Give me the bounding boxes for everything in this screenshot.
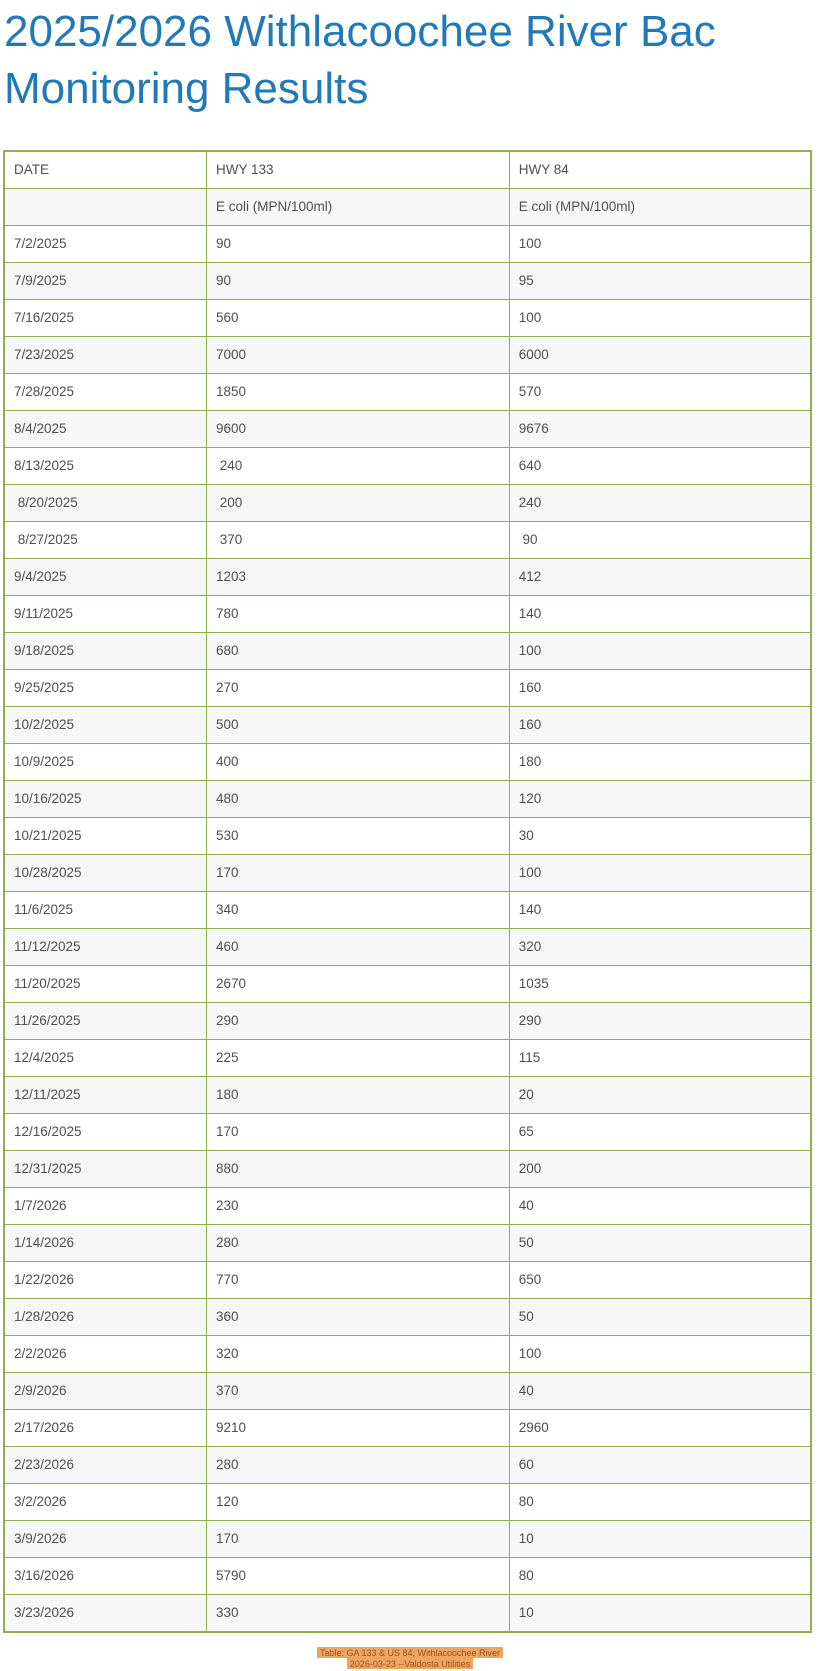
results-table-body (4, 226, 811, 1633)
table-cell: 65 (509, 1114, 811, 1151)
table-cell: 9210 (207, 1410, 510, 1447)
table-row (4, 1521, 811, 1558)
table-cell: 10/16/2025 (4, 781, 207, 818)
table-row (4, 1299, 811, 1336)
table-row (4, 929, 811, 966)
table-row (4, 1077, 811, 1114)
table-cell: 1/28/2026 (4, 1299, 207, 1336)
table-cell: 2/9/2026 (4, 1373, 207, 1410)
caption-line-1: Table: GA 133 & US 84, Withlacoochee River (317, 1647, 503, 1658)
table-cell: 170 (207, 1114, 510, 1151)
table-cell: 280 (207, 1447, 510, 1484)
table-row (4, 485, 811, 522)
table-row (4, 1114, 811, 1151)
table-cell: 370 (207, 522, 510, 559)
table-cell: 170 (207, 855, 510, 892)
table-cell: 11/12/2025 (4, 929, 207, 966)
table-row (4, 374, 811, 411)
caption-line-1-wrap (0, 1647, 820, 1658)
table-cell: 650 (509, 1262, 811, 1299)
table-cell: 225 (207, 1040, 510, 1077)
column-header-hwy84: HWY 84 (509, 151, 811, 189)
table-cell: 7/2/2025 (4, 226, 207, 263)
table-cell: 140 (509, 596, 811, 633)
table-cell: 90 (509, 522, 811, 559)
table-cell: 10 (509, 1595, 811, 1633)
table-cell: 3/16/2026 (4, 1558, 207, 1595)
table-cell: 100 (509, 1336, 811, 1373)
results-table (3, 150, 812, 1633)
table-cell: 2670 (207, 966, 510, 1003)
table-cell: 12/31/2025 (4, 1151, 207, 1188)
table-row (4, 596, 811, 633)
table-cell: 80 (509, 1484, 811, 1521)
table-row (4, 226, 811, 263)
table-cell: 570 (509, 374, 811, 411)
table-cell: 230 (207, 1188, 510, 1225)
table-cell: 12/4/2025 (4, 1040, 207, 1077)
table-cell: 240 (509, 485, 811, 522)
table-cell: 200 (207, 485, 510, 522)
table-row (4, 263, 811, 300)
table-row (4, 966, 811, 1003)
table-cell: 11/20/2025 (4, 966, 207, 1003)
table-caption (0, 1647, 820, 1669)
table-cell: 50 (509, 1299, 811, 1336)
table-cell: 2/23/2026 (4, 1447, 207, 1484)
table-cell: 400 (207, 744, 510, 781)
subheader-ecoli-hwy133: E coli (MPN/100ml) (207, 189, 510, 226)
table-cell: 2/17/2026 (4, 1410, 207, 1447)
table-cell: 30 (509, 818, 811, 855)
table-row (4, 1373, 811, 1410)
table-cell: 2/2/2026 (4, 1336, 207, 1373)
table-cell: 60 (509, 1447, 811, 1484)
table-cell: 170 (207, 1521, 510, 1558)
results-table-header (4, 151, 811, 226)
column-header-hwy133: HWY 133 (207, 151, 510, 189)
table-cell: 1850 (207, 374, 510, 411)
table-row (4, 448, 811, 485)
table-cell: 3/9/2026 (4, 1521, 207, 1558)
table-cell: 115 (509, 1040, 811, 1077)
table-cell: 330 (207, 1595, 510, 1633)
table-cell: 180 (207, 1077, 510, 1114)
table-cell: 100 (509, 855, 811, 892)
table-cell: 370 (207, 1373, 510, 1410)
table-row (4, 411, 811, 448)
subheader-ecoli-hwy84: E coli (MPN/100ml) (509, 189, 811, 226)
table-cell: 9600 (207, 411, 510, 448)
table-cell: 160 (509, 670, 811, 707)
subheader-row (4, 189, 811, 226)
table-cell: 290 (509, 1003, 811, 1040)
subheader-empty (4, 189, 207, 226)
table-cell: 340 (207, 892, 510, 929)
table-cell: 320 (207, 1336, 510, 1373)
table-cell: 100 (509, 300, 811, 337)
table-row (4, 522, 811, 559)
table-row (4, 744, 811, 781)
table-cell: 7/23/2025 (4, 337, 207, 374)
table-row (4, 337, 811, 374)
table-cell: 11/6/2025 (4, 892, 207, 929)
table-cell: 240 (207, 448, 510, 485)
table-cell: 9/25/2025 (4, 670, 207, 707)
table-row (4, 855, 811, 892)
table-row (4, 1188, 811, 1225)
table-cell: 1/22/2026 (4, 1262, 207, 1299)
table-cell: 7/9/2025 (4, 263, 207, 300)
table-cell: 100 (509, 633, 811, 670)
table-cell: 10/21/2025 (4, 818, 207, 855)
caption-line-2: 2026-03-23 --Valdosta Utilities (347, 1658, 473, 1669)
table-cell: 360 (207, 1299, 510, 1336)
table-cell: 200 (509, 1151, 811, 1188)
table-row (4, 818, 811, 855)
table-row (4, 707, 811, 744)
page-title-line-2: Monitoring Results (4, 64, 369, 113)
table-cell: 3/2/2026 (4, 1484, 207, 1521)
table-cell: 10/9/2025 (4, 744, 207, 781)
table-cell: 10 (509, 1521, 811, 1558)
table-cell: 9676 (509, 411, 811, 448)
table-cell: 120 (509, 781, 811, 818)
table-cell: 290 (207, 1003, 510, 1040)
caption-line-2-wrap (0, 1658, 820, 1669)
table-row (4, 1262, 811, 1299)
table-cell: 680 (207, 633, 510, 670)
table-cell: 270 (207, 670, 510, 707)
table-row (4, 781, 811, 818)
table-row (4, 1447, 811, 1484)
table-row (4, 1410, 811, 1447)
table-cell: 95 (509, 263, 811, 300)
table-cell: 180 (509, 744, 811, 781)
table-cell: 1203 (207, 559, 510, 596)
table-row (4, 1336, 811, 1373)
table-cell: 7/28/2025 (4, 374, 207, 411)
table-cell: 8/4/2025 (4, 411, 207, 448)
column-header-date: DATE (4, 151, 207, 189)
page-title (0, 0, 820, 117)
table-cell: 3/23/2026 (4, 1595, 207, 1633)
table-cell: 5790 (207, 1558, 510, 1595)
table-cell: 560 (207, 300, 510, 337)
table-cell: 2960 (509, 1410, 811, 1447)
table-cell: 9/11/2025 (4, 596, 207, 633)
table-cell: 412 (509, 559, 811, 596)
table-row (4, 633, 811, 670)
table-cell: 100 (509, 226, 811, 263)
table-cell: 280 (207, 1225, 510, 1262)
page-title-line-1: 2025/2026 Withlacoochee River Bac (4, 7, 716, 56)
table-cell: 780 (207, 596, 510, 633)
table-cell: 10/2/2025 (4, 707, 207, 744)
table-row (4, 1003, 811, 1040)
table-cell: 160 (509, 707, 811, 744)
table-cell: 480 (207, 781, 510, 818)
table-cell: 120 (207, 1484, 510, 1521)
table-cell: 460 (207, 929, 510, 966)
table-cell: 40 (509, 1188, 811, 1225)
table-cell: 6000 (509, 337, 811, 374)
table-cell: 8/27/2025 (4, 522, 207, 559)
table-row (4, 670, 811, 707)
table-cell: 80 (509, 1558, 811, 1595)
table-row (4, 892, 811, 929)
table-cell: 12/16/2025 (4, 1114, 207, 1151)
table-row (4, 1595, 811, 1633)
table-cell: 1/14/2026 (4, 1225, 207, 1262)
table-row (4, 1040, 811, 1077)
table-row (4, 559, 811, 596)
table-cell: 11/26/2025 (4, 1003, 207, 1040)
table-cell: 770 (207, 1262, 510, 1299)
table-row (4, 1558, 811, 1595)
table-cell: 7/16/2025 (4, 300, 207, 337)
table-cell: 9/4/2025 (4, 559, 207, 596)
table-cell: 12/11/2025 (4, 1077, 207, 1114)
table-cell: 500 (207, 707, 510, 744)
table-cell: 880 (207, 1151, 510, 1188)
table-cell: 8/20/2025 (4, 485, 207, 522)
table-cell: 140 (509, 892, 811, 929)
table-cell: 1/7/2026 (4, 1188, 207, 1225)
table-cell: 7000 (207, 337, 510, 374)
table-cell: 8/13/2025 (4, 448, 207, 485)
header-row (4, 151, 811, 189)
table-cell: 530 (207, 818, 510, 855)
table-row (4, 1225, 811, 1262)
table-cell: 90 (207, 263, 510, 300)
table-cell: 1035 (509, 966, 811, 1003)
table-cell: 640 (509, 448, 811, 485)
table-cell: 320 (509, 929, 811, 966)
table-cell: 50 (509, 1225, 811, 1262)
table-cell: 90 (207, 226, 510, 263)
table-row (4, 1484, 811, 1521)
table-cell: 40 (509, 1373, 811, 1410)
table-row (4, 1151, 811, 1188)
table-cell: 9/18/2025 (4, 633, 207, 670)
table-row (4, 300, 811, 337)
table-cell: 20 (509, 1077, 811, 1114)
table-cell: 10/28/2025 (4, 855, 207, 892)
